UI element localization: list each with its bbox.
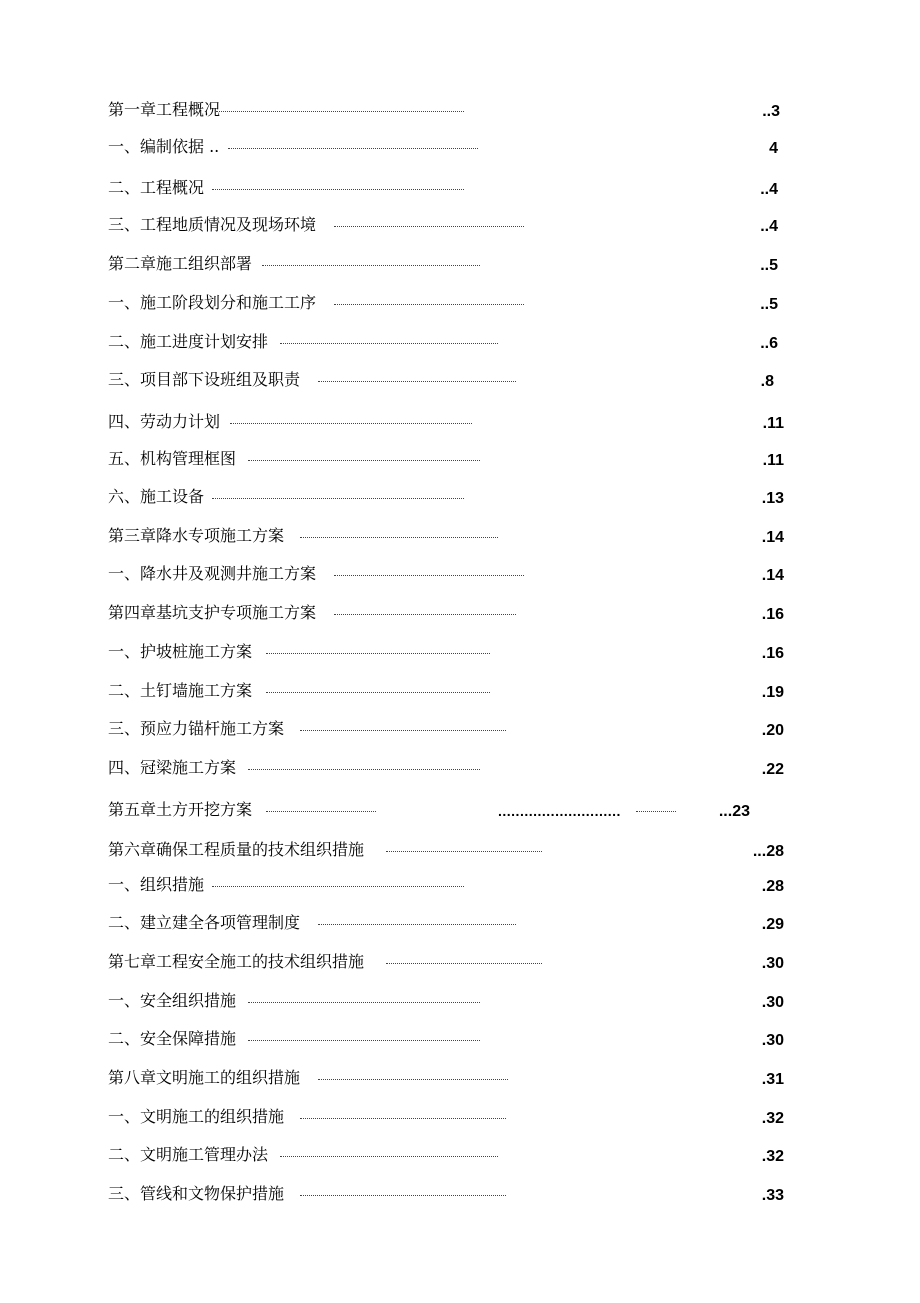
toc-entry-page: .30 — [761, 994, 784, 1011]
toc-entry[interactable] — [108, 911, 798, 935]
toc-entry-title: 一、护坡桩施工方案 — [108, 642, 253, 661]
toc-entry-page: .28 — [761, 878, 784, 895]
toc-entry[interactable] — [108, 368, 798, 392]
toc-leader — [216, 111, 464, 112]
toc-entry[interactable] — [108, 1027, 798, 1051]
toc-entry-page: .14 — [761, 529, 784, 546]
toc-leader — [228, 148, 478, 149]
toc-entry-page: .31 — [761, 1071, 784, 1088]
toc-entry-title: 第五章土方开挖方案 — [108, 800, 253, 819]
toc-entry-page: .22 — [761, 761, 784, 778]
toc-entry-title: 二、建立建全各项管理制度 — [108, 913, 301, 932]
toc-leader — [636, 811, 676, 812]
toc-entry[interactable] — [108, 291, 798, 315]
toc-leader — [280, 1156, 498, 1157]
toc-entry-title: 六、施工设备 — [108, 487, 205, 506]
toc-leader — [280, 343, 498, 344]
toc-leader — [300, 1118, 506, 1119]
toc-entry[interactable] — [108, 98, 798, 122]
toc-entry-page: .16 — [761, 606, 784, 623]
toc-entry[interactable] — [108, 135, 798, 159]
toc-entry-page: .14 — [761, 567, 784, 584]
toc-entry-title: 第七章工程安全施工的技术组织措施 — [108, 952, 365, 971]
toc-entry[interactable] — [108, 798, 798, 822]
toc-entry-page: ..3 — [762, 103, 780, 120]
toc-entry[interactable] — [108, 640, 798, 664]
toc-entry-title: 一、降水井及观测井施工方案 — [108, 564, 317, 583]
toc-leader — [386, 963, 542, 964]
toc-entry-page: .20 — [761, 722, 784, 739]
toc-entry-title: 第一章工程概况 — [108, 100, 221, 119]
toc-entry[interactable] — [108, 1066, 798, 1090]
toc-entry-title: 第八章文明施工的组织措施 — [108, 1068, 301, 1087]
toc-entry[interactable] — [108, 1182, 798, 1206]
toc-leader — [248, 769, 480, 770]
toc-leader — [300, 730, 506, 731]
toc-leader — [248, 460, 480, 461]
toc-entry[interactable] — [108, 562, 798, 586]
toc-entry[interactable] — [108, 176, 798, 200]
toc-leader — [300, 537, 498, 538]
toc-entry-page: .30 — [761, 1032, 784, 1049]
toc-entry[interactable] — [108, 524, 798, 548]
toc-entry[interactable] — [108, 485, 798, 509]
toc-entry[interactable] — [108, 252, 798, 276]
toc-entry-page: .29 — [761, 916, 784, 933]
toc-entry[interactable] — [108, 1105, 798, 1129]
toc-leader — [266, 811, 376, 812]
toc-leader — [334, 226, 524, 227]
toc-leader — [318, 1079, 508, 1080]
toc-leader — [266, 692, 490, 693]
toc-entry-page: .19 — [761, 684, 784, 701]
toc-entry-title: 二、文明施工管理办法 — [108, 1145, 269, 1164]
toc-leader — [300, 1195, 506, 1196]
toc-entry-title: 二、安全保障措施 — [108, 1029, 237, 1048]
toc-entry-title: 第二章施工组织部署 — [108, 254, 253, 273]
toc-entry-title: 第六章确保工程质量的技术组织措施 — [108, 840, 365, 859]
toc-entry[interactable] — [108, 679, 798, 703]
toc-entry[interactable] — [108, 989, 798, 1013]
toc-entry-title: 三、工程地质情况及现场环境 — [108, 215, 317, 234]
toc-entry-title: 三、管线和文物保护措施 — [108, 1184, 285, 1203]
toc-leader — [212, 886, 464, 887]
toc-entry-page: ..5 — [760, 257, 778, 274]
toc-entry[interactable] — [108, 447, 798, 471]
toc-entry[interactable] — [108, 410, 798, 434]
toc-entry-page: ...23 — [718, 803, 750, 820]
toc-leader — [248, 1040, 480, 1041]
toc-entry-page: 4 — [769, 140, 778, 157]
toc-entry-title: 三、预应力锚杆施工方案 — [108, 719, 285, 738]
toc-entry-title: 第四章基坑支护专项施工方案 — [108, 603, 317, 622]
toc-entry[interactable] — [108, 838, 798, 862]
toc-entry-title: 一、编制依据 .. — [108, 137, 220, 156]
toc-leader — [334, 614, 516, 615]
toc-entry-title: 一、组织措施 — [108, 875, 205, 894]
toc-leader — [318, 381, 516, 382]
toc-entry-page: ..4 — [760, 218, 778, 235]
toc-leader — [334, 575, 524, 576]
toc-entry-page: .11 — [762, 452, 784, 469]
toc-entry-page: ..6 — [760, 335, 778, 352]
toc-entry[interactable] — [108, 601, 798, 625]
toc-entry[interactable] — [108, 950, 798, 974]
toc-entry[interactable] — [108, 873, 798, 897]
toc-entry-title: 二、施工进度计划安排 — [108, 332, 269, 351]
toc-entry-page: .16 — [761, 645, 784, 662]
toc-entry-page: ...28 — [752, 843, 784, 860]
toc-entry-page: .32 — [761, 1110, 784, 1127]
toc-leader — [230, 423, 472, 424]
toc-entry[interactable] — [108, 717, 798, 741]
toc-entry-page: ..4 — [760, 181, 778, 198]
toc-leader — [212, 498, 464, 499]
toc-entry-page: .30 — [761, 955, 784, 972]
toc-leader — [334, 304, 524, 305]
toc-entry-title: 第三章降水专项施工方案 — [108, 526, 285, 545]
toc-entry-page: .8 — [760, 373, 774, 390]
toc-leader — [386, 851, 542, 852]
toc-entry-page: .33 — [761, 1187, 784, 1204]
toc-entry-page: .32 — [761, 1148, 784, 1165]
toc-entry-page: .13 — [761, 490, 784, 507]
toc-entry-title: 五、机构管理框图 — [108, 449, 237, 468]
toc-leader — [318, 924, 516, 925]
toc-leader — [266, 653, 490, 654]
toc-entry-title: 一、施工阶段划分和施工工序 — [108, 293, 317, 312]
toc-entry-title: 二、土钉墙施工方案 — [108, 681, 253, 700]
toc-entry-page: .11 — [762, 415, 784, 432]
toc-leader-dots: ............................ — [498, 803, 621, 819]
toc-entry-title: 二、工程概况 — [108, 178, 205, 197]
toc-entry[interactable] — [108, 330, 798, 354]
toc-leader — [262, 265, 480, 266]
toc-entry-title: 一、安全组织措施 — [108, 991, 237, 1010]
toc-entry[interactable] — [108, 1143, 798, 1167]
toc-leader — [248, 1002, 480, 1003]
toc-entry[interactable] — [108, 213, 798, 237]
toc-entry-title: 四、劳动力计划 — [108, 412, 221, 431]
toc-leader — [212, 189, 464, 190]
toc-entry-title: 三、项目部下设班组及职责 — [108, 370, 301, 389]
toc-entry-page: ..5 — [760, 296, 778, 313]
toc-entry-title: 一、文明施工的组织措施 — [108, 1107, 285, 1126]
toc-entry[interactable] — [108, 756, 798, 780]
toc-entry-title: 四、冠梁施工方案 — [108, 758, 237, 777]
